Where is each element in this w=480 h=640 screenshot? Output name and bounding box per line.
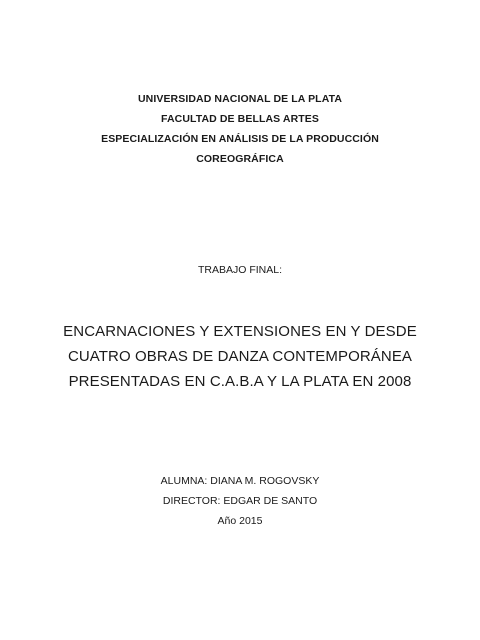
title-line-2: CUATRO OBRAS DE DANZA CONTEMPORÁNEA: [67, 348, 413, 365]
year: Año 2015: [217, 515, 263, 527]
program-name-line-2: COREOGRÁFICA: [196, 153, 284, 165]
university-name: UNIVERSIDAD NACIONAL DE LA PLATA: [137, 93, 343, 105]
title-line-3: PRESENTADAS EN C.A.B.A Y LA PLATA EN 2008: [68, 373, 412, 390]
title-line-1: ENCARNACIONES Y EXTENSIONES EN Y DESDE: [63, 323, 417, 340]
student-name: ALUMNA: DIANA M. ROGOVSKY: [160, 475, 320, 487]
faculty-name: FACULTAD DE BELLAS ARTES: [161, 113, 319, 125]
author-block: [0, 471, 480, 531]
document-type-label: [0, 262, 480, 278]
institution-header: [0, 89, 480, 169]
thesis-title: [0, 319, 480, 394]
program-name-line-1: ESPECIALIZACIÓN EN ANÁLISIS DE LA PRODUCCIÓN: [101, 133, 379, 145]
document-type: TRABAJO FINAL:: [197, 264, 282, 276]
director-name: DIRECTOR: EDGAR DE SANTO: [162, 495, 318, 507]
